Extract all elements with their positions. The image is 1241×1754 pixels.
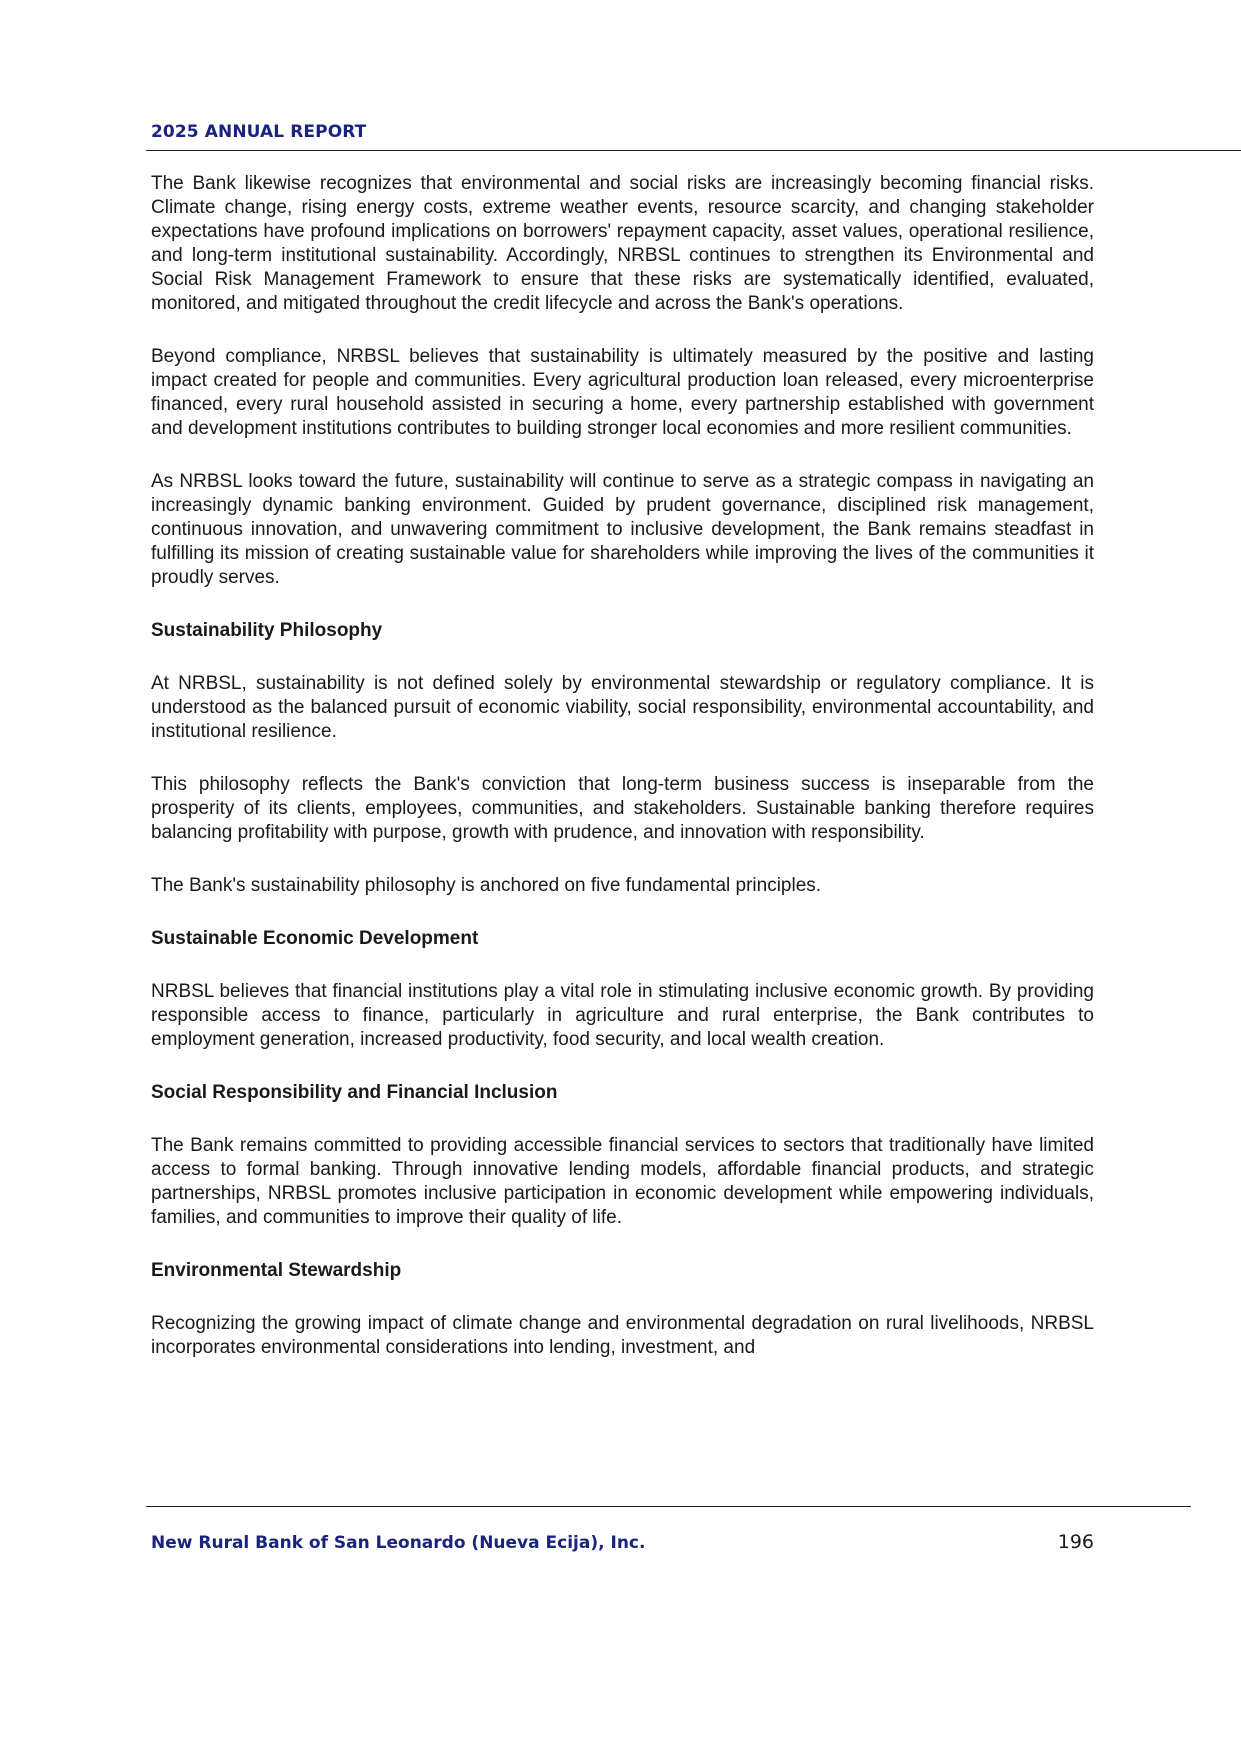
heading-environmental-stewardship: Environmental Stewardship [151, 1260, 402, 1281]
page-number: 196 [1057, 1531, 1094, 1553]
document-body [151, 172, 1094, 1389]
footer-divider [146, 1506, 1191, 1507]
heading-economic-development: Sustainable Economic Development [151, 928, 479, 949]
paragraph-economic-development: NRBSL believes that financial institutions play a vital role in stimulating inclusive economic growth. By providing responsible access to finance, particularly in agriculture and rural enterprise, the Bank contributes to employment generation, increased productivity, food security, and local wealth creation. [151, 981, 1094, 1050]
header-divider [146, 150, 1241, 151]
heading-sustainability-philosophy: Sustainability Philosophy [151, 620, 383, 641]
paragraph-philosophy-definition: At NRBSL, sustainability is not defined solely by environmental stewardship or regulatory compliance. It is understood as the balanced pursuit of economic viability, social responsibility, environmental accountability, and institutional resilience. [151, 673, 1094, 742]
paragraph-future-outlook: As NRBSL looks toward the future, sustainability will continue to serve as a strategic compass in navigating an increasingly dynamic banking environment. Guided by prudent governance, disciplined risk management, continuous innovation, and unwavering commitment to inclusive development, the Bank remains steadfast in fulfilling its mission of creating sustainable value for shareholders while improving the lives of the communities it proudly serves. [151, 471, 1094, 588]
paragraph-environmental-stewardship: Recognizing the growing impact of climate change and environmental degradation on rural livelihoods, NRBSL incorporates environmental considerations into lending, investment, and [151, 1313, 1094, 1358]
heading-social-responsibility: Social Responsibility and Financial Inclusion [151, 1082, 558, 1103]
paragraph-philosophy-conviction: This philosophy reflects the Bank's conviction that long-term business success is inseparable from the prosperity of its clients, employees, communities, and stakeholders. Sustainable banking therefore requires balancing profitability with purpose, growth with prudence, and innovation with responsibility. [151, 774, 1094, 843]
paragraph-beyond-compliance: Beyond compliance, NRBSL believes that sustainability is ultimately measured by the positive and lasting impact created for people and communities. Every agricultural production loan released, every microenterprise financed, every rural household assisted in securing a home, every partnership established with government and development institutions contributes to building stronger local economies and more resilient communities. [151, 346, 1094, 439]
page-header-title: 2025 ANNUAL REPORT [151, 122, 367, 142]
footer-bank-name: New Rural Bank of San Leonardo (Nueva Ecija), Inc. [151, 1533, 646, 1553]
paragraph-five-principles: The Bank's sustainability philosophy is anchored on five fundamental principles. [151, 875, 822, 896]
paragraph-risk-framework: The Bank likewise recognizes that environmental and social risks are increasingly becoming financial risks. Climate change, rising energy costs, extreme weather events, resource scarcity, and changing stakeholder expectations have profound implications on borrowers' repayment capacity, asset values, operational resilience, and long-term institutional sustainability. Accordingly, NRBSL continues to strengthen its Environmental and Social Risk Management Framework to ensure that these risks are systematically identified, evaluated, monitored, and mitigated throughout the credit lifecycle and across the Bank's operations. [151, 173, 1094, 314]
paragraph-financial-inclusion: The Bank remains committed to providing accessible financial services to sectors that traditionally have limited access to formal banking. Through innovative lending models, affordable financial products, and strategic partnerships, NRBSL promotes inclusive participation in economic development while empowering individuals, families, and communities to improve their quality of life. [151, 1135, 1094, 1228]
